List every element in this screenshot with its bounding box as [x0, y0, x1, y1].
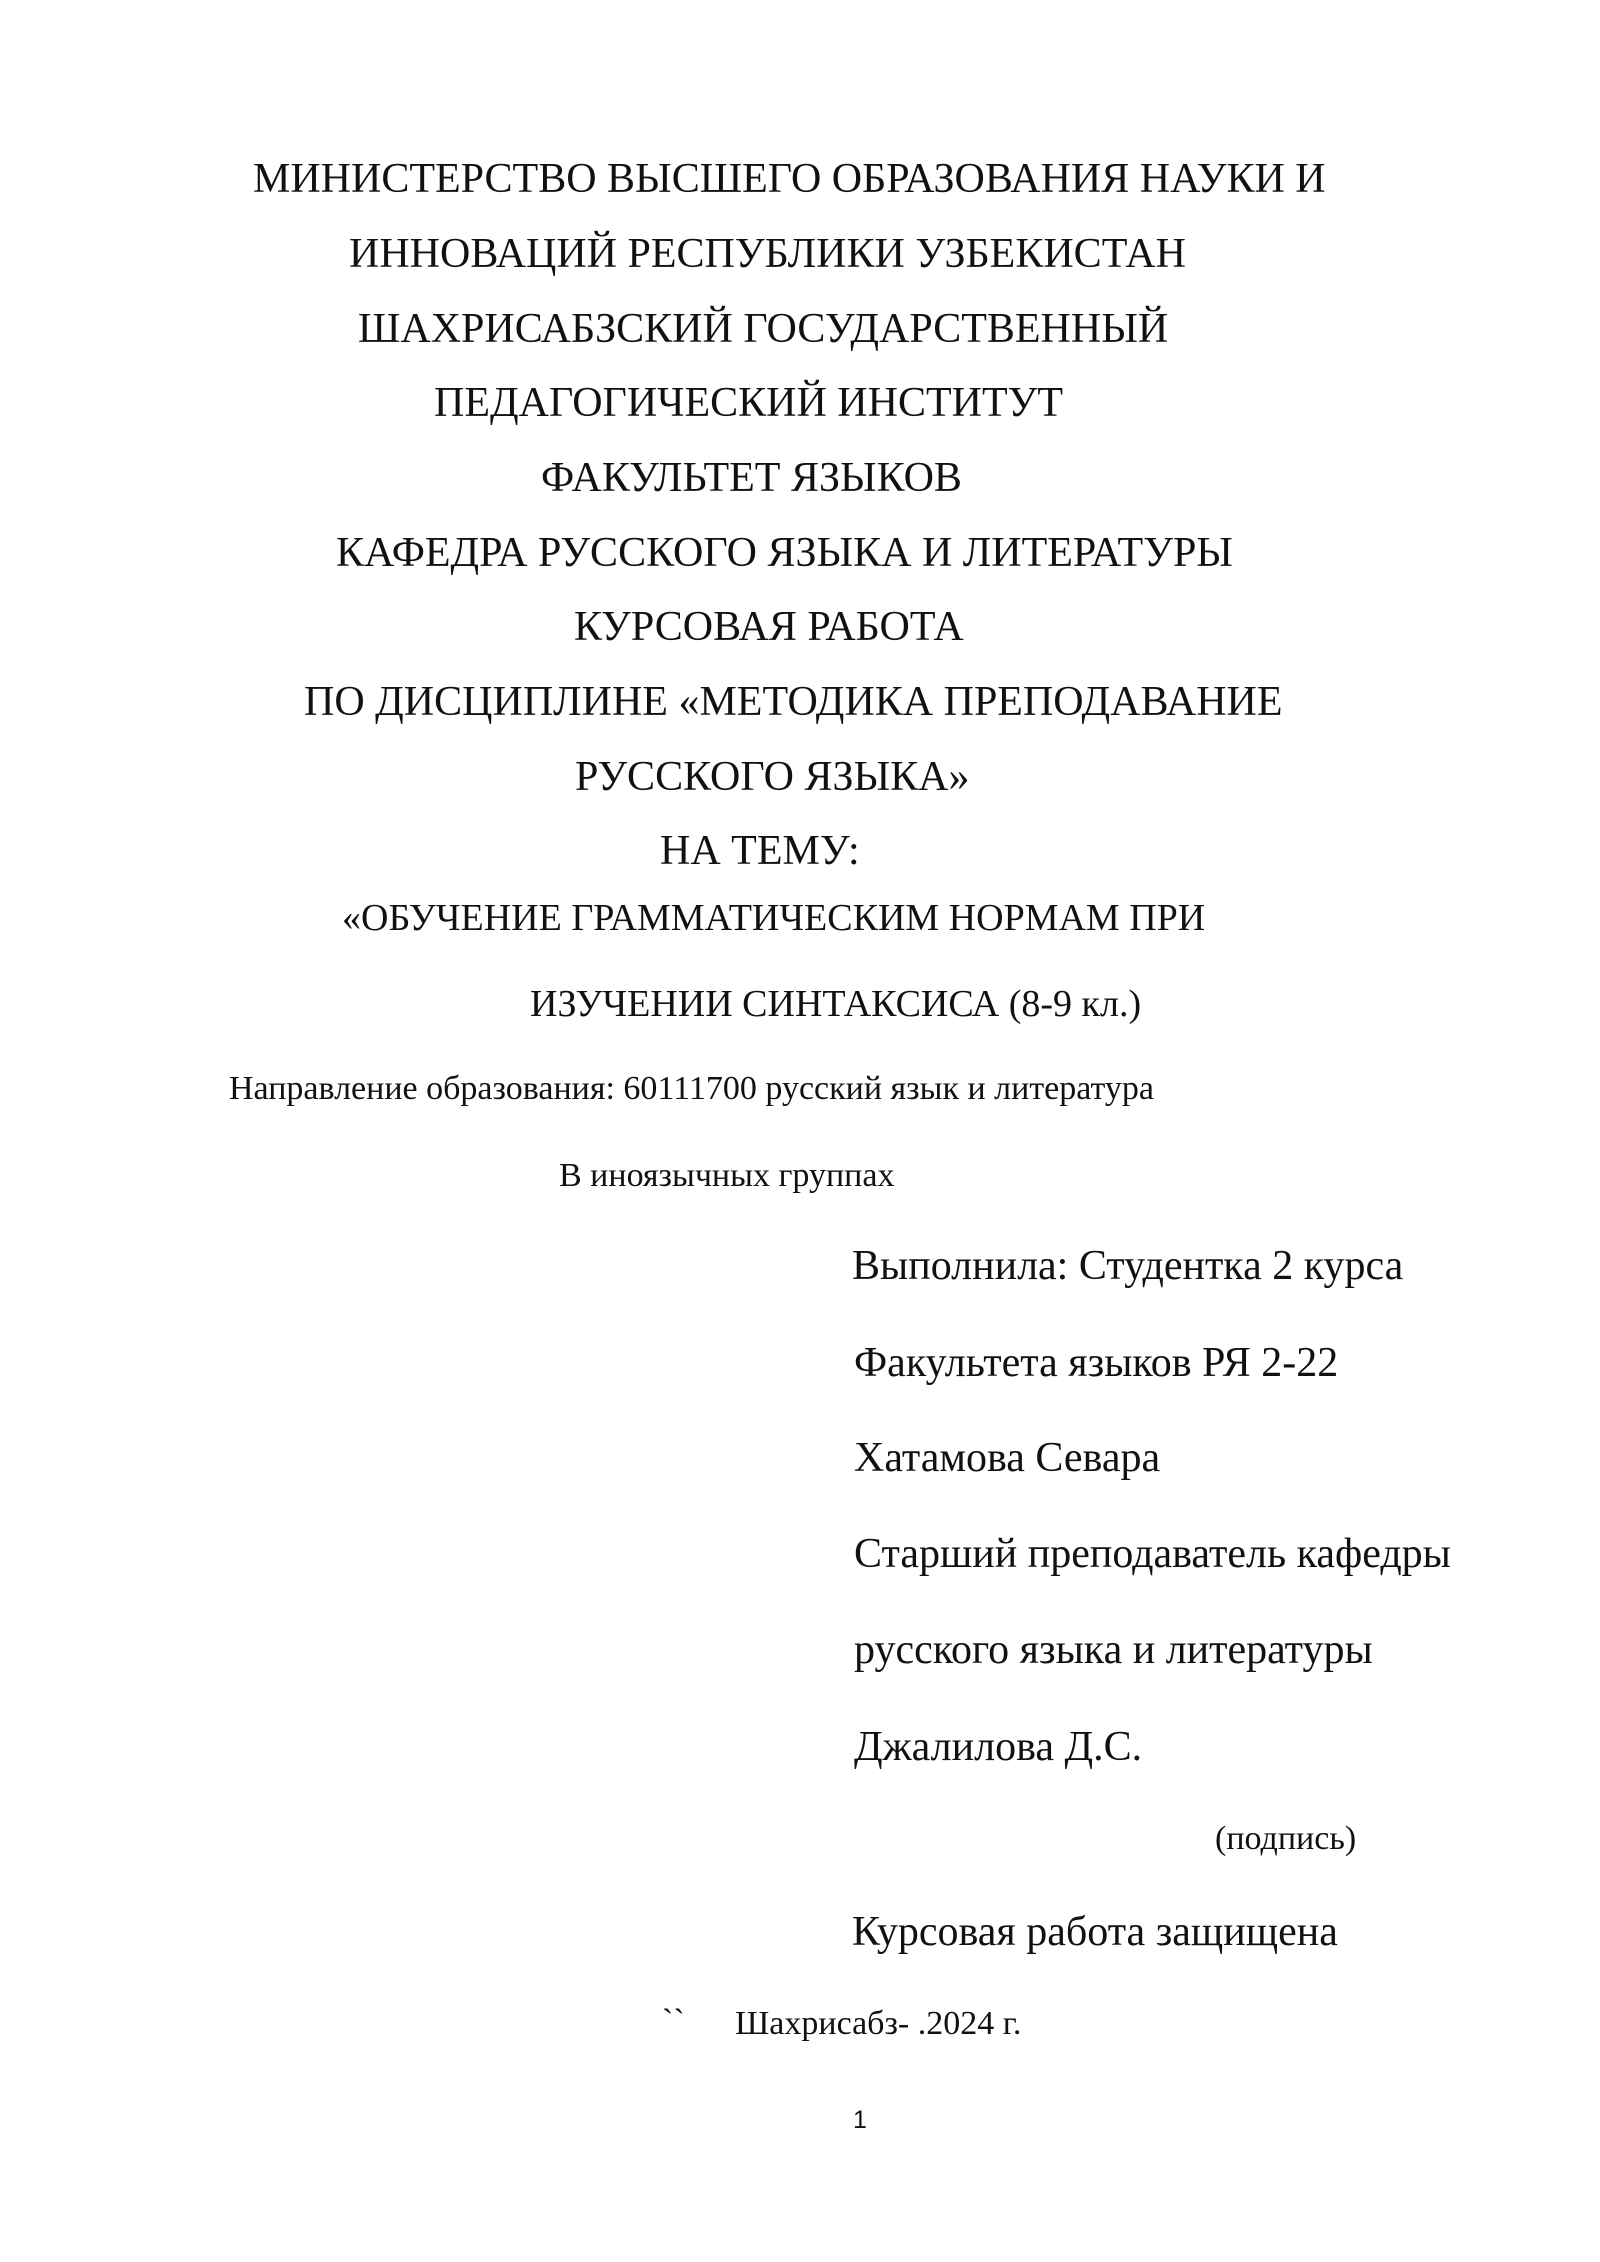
page-number: 1: [853, 2106, 867, 2134]
quote-marks: ``: [662, 2003, 685, 2040]
supervisor-line-1: Старший преподаватель кафедры: [854, 1531, 1451, 1577]
signature-label: (подпись): [1215, 1820, 1357, 1857]
topic-label: НА ТЕМУ:: [660, 828, 860, 874]
author-line-2: Факультета языков РЯ 2-22: [854, 1340, 1339, 1386]
author-name: Хатамова Севара: [854, 1435, 1161, 1481]
ministry-line-2: ИННОВАЦИЙ РЕСПУБЛИКИ УЗБЕКИСТАН: [349, 231, 1186, 277]
discipline-line-1: ПО ДИСЦИПЛИНЕ «МЕТОДИКА ПРЕПОДАВАНИЕ: [304, 679, 1283, 725]
defense-status: Курсовая работа защищена: [852, 1909, 1338, 1955]
author-line-1: Выполнила: Студентка 2 курса: [852, 1243, 1404, 1289]
institute-line-1: ШАХРИСАБЗСКИЙ ГОСУДАРСТВЕННЫЙ: [358, 306, 1169, 352]
ministry-line-1: МИНИСТЕРСТВО ВЫСШЕГО ОБРАЗОВАНИЯ НАУКИ И: [253, 156, 1326, 202]
topic-line-1: «ОБУЧЕНИЕ ГРАММАТИЧЕСКИМ НОРМАМ ПРИ: [342, 897, 1206, 939]
supervisor-name: Джалилова Д.С.: [854, 1724, 1143, 1770]
topic-line-2: ИЗУЧЕНИИ СИНТАКСИСА (8-9 кл.): [530, 983, 1142, 1025]
institute-line-2: ПЕДАГОГИЧЕСКИЙ ИНСТИТУТ: [434, 380, 1063, 426]
work-type: КУРСОВАЯ РАБОТА: [574, 604, 964, 650]
discipline-line-2: РУССКОГО ЯЗЫКА»: [575, 754, 970, 800]
education-direction: Направление образования: 60111700 русский язык и литература: [229, 1070, 1154, 1107]
groups-note: В иноязычных группах: [559, 1157, 895, 1194]
supervisor-line-2: русского языка и литературы: [854, 1627, 1373, 1673]
department-title: КАФЕДРА РУССКОГО ЯЗЫКА И ЛИТЕРАТУРЫ: [336, 530, 1233, 576]
faculty-title: ФАКУЛЬТЕТ ЯЗЫКОВ: [541, 455, 962, 501]
city-year: Шахрисабз- .2024 г.: [735, 2005, 1022, 2042]
